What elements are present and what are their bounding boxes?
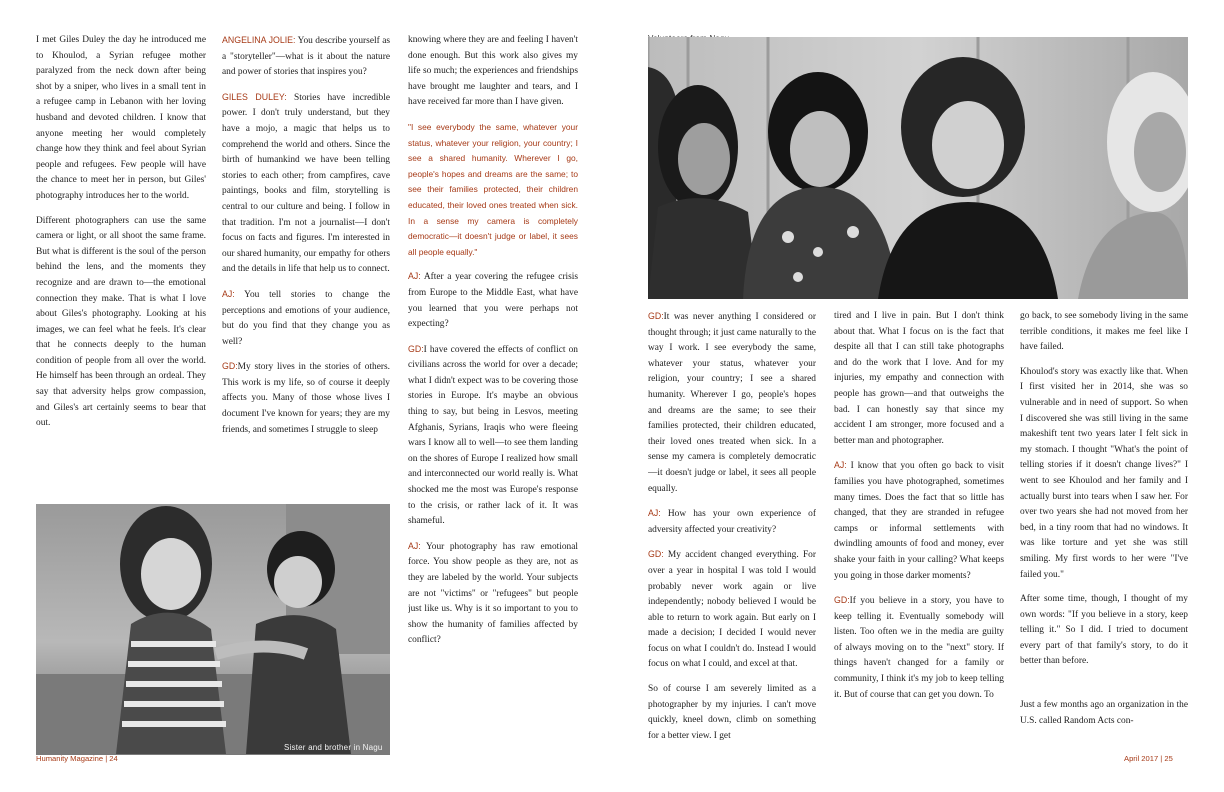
interview-paragraph: tired and I live in pain. But I don't think about that. What I focus on is the fact that despite all that I can still take photographs and do the work that I love. And for my injuries, my empathy and connection with people has grown—and that outweighs the bad. I can honestly say that since my accident I am stronger, more focused and a better man and photographer. [834, 311, 1004, 446]
interview-paragraph: AJ: You tell stories to change the perceptions and emotions of your audience, but do you find that they change you as well? [222, 288, 390, 347]
speaker-label: GD: [222, 361, 238, 372]
intro-paragraph-2: Different photographers can use the same camera or light, or all shoot the same frame. But what is different is the soul of the person behind the lens, and the moments they recognize and are drawn to—the emotional connection they make. That is what I love about Giles's photography. Looking at his images, we can feel what he feels. It's clear that he connects deeply to the human condition of people from all over the world. He himself has been through an ordeal. They say that adversity helps grow compassion, and Giles's art certainly seems to bear that out. [36, 215, 206, 429]
interview-paragraph: GD:If you believe in a story, you have to keep telling it. Eventually somebody will listen. Too often we in the media are guilty of always moving on to the "next" story. If things haven't changed for a family or community, I think it's my job to keep telling it. But of course that can get you down. To [834, 595, 1004, 700]
left-column-3 [408, 33, 578, 758]
left-column-1 [36, 33, 206, 483]
sister-brother-image [36, 504, 390, 755]
right-column-3 [1020, 309, 1188, 753]
interview-paragraph: AJ: Your photography has raw emotional force. You show people as they are, not as they are labeled by the world. Your subjects are not "victims" or "refugees" but people just like us. Why is it so important to you to show the humanity of families affected by conflict? [408, 540, 578, 646]
speaker-label: AJ: [222, 288, 235, 299]
interview-paragraph: GD:My story lives in the stories of others. This work is my life, so of course it deeply affects you. Many of those whose lives I document I've known for years; they are my friends, and sometimes I struggle to sleep [222, 361, 390, 435]
interview-paragraph: GD:It was never anything I considered or thought through; it just came naturally to the way I work. I see everybody the same, whatever your status, whatever your religion, your country; I see a shared humanity. Wherever I go, people's hopes and dreams are the same; to see their families protected, their children educated, their loved ones treated when sick. In a sense my camera is completely democratic—it doesn't judge or label, it sees all people equally. [648, 311, 816, 494]
story-paragraph-1: go back, to see somebody living in the same terrible conditions, it makes me feel like I have failed. [1020, 311, 1188, 353]
speaker-label: GILES DULEY: [222, 91, 287, 102]
speaker-label: AJ: [408, 540, 421, 551]
interview-paragraph: GD:I have covered the effects of conflict on civilians across the world for over a decade; what I didn't expect was to be covering those stories in Europe. It's maybe an obvious thing to say, but being in Lesvos, meeting Afghanis, Syrians, Iraqis who were fleeing wars I know all to well—to see them landing on the shores of Europe I realized how small and interconnected our world really is. What shocked me the most was Europe's response to the crisis, or rather lack of it. It was shameful. [408, 343, 578, 527]
speaker-label: AJ: [834, 460, 847, 471]
speaker-label: GD: [834, 595, 850, 606]
speaker-label: GD: [648, 311, 664, 321]
pull-quote: "I see everybody the same, whatever your status, whatever your religion, your country; I see a shared humanity. Wherever I go, people's hopes and dreams are the same; to see their families protected, their children educated, their loved ones treated when sick. In a sense my camera is completely democratic—it doesn't judge or label, it sees all people equally." [408, 121, 578, 257]
left-photo-caption: Sister and brother in Nagu [284, 743, 383, 752]
interview-paragraph: So of course I am severely limited as a photographer by my injuries. I can't move quickly, kneel down, climb on something for a better view. I get [648, 684, 816, 741]
interview-paragraph: AJ: I know that you often go back to visit families you have photographed, sometimes many times. Does the fact that so little has changed, that they are stranded in refugee camps or informal settlements with dwindling amounts of food and money, ever shake your faith in your calling? What keeps you going in those darker moments? [834, 460, 1004, 581]
interview-paragraph: GD: My accident changed everything. For over a year in hospital I was told I would probably never work again or live independently; nobody believed I would be able to return to work again. But early on I made a decision; I decided I would never focus on what I couldn't do. Instead I would focus on what I could, and excel at that. [648, 549, 816, 670]
story-paragraph-4: Just a few months ago an organization in the U.S. called Random Acts con- [1020, 700, 1188, 726]
story-paragraph-2: Khoulod's story was exactly like that. When I first visited her in 2014, she was so vulnerable and in need of support. So when I discovered she was still living in the same makeshift tent two years later I felt sick in my stomach. I thought "What's the point of telling stories if it doesn't change lives?" I went to see Khoulod and her family and I actually burst into tears when I saw her. For over two years she had not moved from her bed, in a tiny room that had no windows. It was like torture and yet she was still smiling. My first words to her were "I've failed you." [1020, 366, 1188, 580]
story-paragraph-3: After some time, though, I thought of my own words: "If you believe in a story, keep telling it." So I did. I tried to document every part of that family's story, to do it better than before. [1020, 594, 1188, 667]
sister-brother-photo [36, 504, 390, 755]
interview-paragraph: AJ: How has your own experience of adversity affected your creativity? [648, 508, 816, 535]
speaker-label: GD: [408, 343, 424, 354]
right-column-1 [648, 309, 816, 769]
continued-paragraph: knowing where they are and feeling I haven't done enough. But this work also gives my life so much; the experiences and friendships have brought me laughter and tears, and I have received far more than I have given. [408, 35, 578, 108]
interview-paragraph: GILES DULEY: Stories have incredible power. I don't truly understand, but they have a mojo, a magic that helps us to comprehend the world and others. Since the birth of humankind we have been telling stories to each other; from campfires, cave paintings, books and film, storytelling is central to our culture and being. I follow in that tradition. I'm not a journalist—I don't focus on facts and figures. I'm interested in our shared humanity, our empathy for others and the details in life that help us to connect. [222, 91, 390, 275]
speaker-label: ANGELINA JOLIE: [222, 35, 296, 45]
interview-paragraph: AJ: After a year covering the refugee crisis from Europe to the Middle East, what have you learned that you were perhaps not expecting? [408, 271, 578, 330]
speaker-label: AJ: [648, 508, 661, 519]
left-column-2 [222, 33, 390, 483]
volunteers-image [648, 37, 1188, 299]
left-folio: Humanity Magazine | 24 [36, 754, 118, 763]
intro-paragraph-1: I met Giles Duley the day he introduced me to Khoulod, a Syrian refugee mother paralyzed from the neck down after being shot by a sniper, who lives in a small tent in a refugee camp in Lebanon with her loving husband and devoted children. I know that anyone meeting her would completely change how they think and feel about Syrian people and refugees. Few people will have the chance to meet her in person, but Giles' photography introduces her to the world. [36, 35, 206, 201]
speaker-label: GD: [648, 549, 664, 560]
interview-paragraph: ANGELINA JOLIE: You describe yourself as a "storyteller"—what is it about the nature and power of stories that inspires you? [222, 35, 390, 78]
volunteers-photo [648, 37, 1188, 299]
right-column-2 [834, 309, 1004, 769]
right-folio: April 2017 | 25 [1124, 754, 1173, 763]
speaker-label: AJ: [408, 271, 421, 282]
